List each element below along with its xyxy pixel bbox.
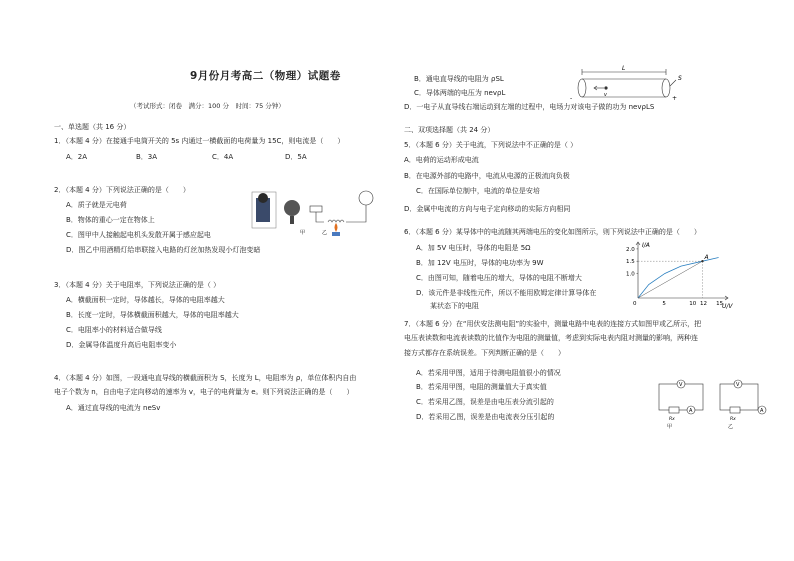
reference-line [638,261,703,298]
q2-figure [250,188,380,238]
q7-stem-line1: 7．（本题 6 分）在“用伏安法测电阻”的实验中，测量电路中电表的连接方式如图甲或乙所示，把 [404,320,702,328]
q2-stem: 2．（本题 4 分）下列说法正确的是（ ） [54,186,190,194]
person-head [258,193,268,203]
q1-stem: 1．（本题 4 分）在接通手电筒开关的 5s 内通过一横截面的电荷量为 15C，则电流是（ ） [54,137,345,145]
q7-option-a[interactable]: A．若采用甲图，适用于待测电阻值很小的情况 [416,369,561,377]
q3-option-b[interactable]: B．长度一定时，导体横截面积越大，导体的电阻率越大 [66,311,239,319]
q2-option-c[interactable]: C．图甲中人接触起电机头发散开属于感应起电 [66,231,211,239]
generator-stand [290,216,294,224]
q4-option-a[interactable]: A．通过直导线的电流为 neSv [66,404,161,412]
y-axis-label: I/A [642,242,650,249]
charge-sign-left: - [570,95,573,102]
x-tick-label-2: 10 [689,301,697,307]
y-tick-label-2: 2.0 [626,246,635,253]
y-tick-label-0: 1.0 [626,271,635,278]
lamp-icon [310,191,373,222]
q7-stem-line2: 电压表读数和电流表读数的比值作为电阻的测量值，考虑到实际电表内阻对测量的影响，两种连 [404,334,698,342]
figure-label-yi: 乙 [322,230,328,236]
iu-chart [620,238,750,308]
q7-option-c[interactable]: C．若采用乙图，误差是由电压表分流引起的 [416,398,554,406]
x-tick-label-0: 0 [633,301,637,307]
q4-stem-line1: 4．（本题 4 分）如图，一段通电直导线的横截面积为 S，长度为 L，电阻率为 ρ，单位体积内自由 [54,374,357,382]
q7-circuit-jia [655,378,710,428]
q4-option-c[interactable]: C．导体两端的电压为 nevρL [414,89,506,97]
q3-option-d[interactable]: D．金属导体温度升高后电阻率变小 [66,341,177,349]
q2-option-d[interactable]: D．图乙中用酒精灯给串联接入电路的灯丝加热发现小灯泡变暗 [66,246,261,254]
q3-option-c[interactable]: C．电阻率小的材料适合做导线 [66,326,162,334]
x-tick-label-1: 5 [662,301,666,307]
electron-dot [604,86,607,89]
q7-option-b[interactable]: B．若采用甲图，电阻的测量值大于真实值 [416,383,547,391]
q5-option-a[interactable]: A．电荷的运动形成电流 [404,156,479,164]
q1-option-d[interactable]: D．5A [285,153,307,161]
circuit-label-yi: 乙 [728,424,734,430]
flame-icon [335,223,338,232]
area-label: S [678,75,682,82]
charge-sign-right: + [672,95,678,102]
x-tick-label-4: 15 [716,301,724,307]
voltmeter-label-jia: V [679,382,683,388]
resistor-label-jia: Rx [669,417,675,422]
q5-option-d[interactable]: D．金属中电流的方向与电子定向移动的实际方向相同 [404,205,571,213]
series-line-0 [638,258,719,299]
q1-option-a[interactable]: A．2A [66,153,88,161]
y-tick-label-1: 1.5 [626,259,635,266]
resistor-label-yi: Rx [730,417,736,422]
generator-dome [284,200,300,216]
point-label: A [704,254,709,262]
q6-stem: 6．（本题 6 分）某导体中的电流随其两端电压的变化如图所示，则下列说法中正确的是（ ） [404,228,701,236]
page-title: 9月份月考高二（物理）试题卷 [190,70,341,82]
x-axis-label: U/V [722,303,733,310]
ammeter-label-jia: A [689,408,693,414]
alcohol-lamp [332,232,340,236]
x-tick-label-3: 12 [700,301,707,307]
q5-option-b[interactable]: B．在电源外部的电路中，电流从电源的正极流向负极 [404,172,570,180]
velocity-label: v [604,92,607,98]
q6-option-a[interactable]: A．加 5V 电压时，导体的电阻是 5Ω [416,244,531,252]
voltmeter-label-yi: V [736,382,740,388]
q4-option-b[interactable]: B．通电直导线的电阻为 ρSL [414,75,504,83]
q6-option-d-cont: 某状态下的电阻 [416,302,479,310]
section-single-choice: 一、单选题（共 16 分） [54,123,131,131]
q7-option-d[interactable]: D．若采用乙图，误差是由电流表分压引起的 [416,413,555,421]
circuit-label-jia: 甲 [667,424,673,430]
q3-stem: 3．（本题 4 分）关于电阻率，下列说法正确的是（ ） [54,281,221,289]
figure-label-jia: 甲 [300,230,306,236]
q1-option-c[interactable]: C．4A [212,153,234,161]
exam-meta: （考试形式：闭卷 满分：100 分 时间：75 分钟） [130,102,285,110]
q2-option-a[interactable]: A．质子就是元电荷 [66,201,127,209]
ammeter-label-yi: A [760,408,764,414]
section-double-choice: 二、双项选择题（共 24 分） [404,126,495,134]
q5-option-c[interactable]: C．在国际单位制中，电流的单位是安培 [416,187,540,195]
q4-wire-figure [570,64,690,104]
point-a [701,260,703,262]
q3-option-a[interactable]: A．横截面积一定时，导体越长，导体的电阻率越大 [66,296,225,304]
q6-option-b[interactable]: B．加 12V 电压时，导体的电功率为 9W [416,259,544,267]
q4-option-d[interactable]: D．一电子从直导线右端运动到左端的过程中，电场力对该电子做的功为 nevρLS [404,103,655,111]
length-label: L [622,65,626,72]
q4-stem-line2: 电子个数为 n，自由电子定向移动的速率为 v，电子的电荷量为 e。则下列说法正确的是（ ） [54,388,354,396]
q2-option-b[interactable]: B．物体的重心一定在物体上 [66,216,155,224]
q1-option-b[interactable]: B．3A [136,153,158,161]
q7-circuit-yi [716,378,771,428]
q6-option-d[interactable]: D．该元件是非线性元件，所以不能用欧姆定律计算导体在 [416,289,597,297]
q7-stem-line3: 接方式都存在系统误差。下列判断正确的是（ ） [404,349,565,357]
q5-stem: 5．（本题 6 分）关于电流，下列说法中不正确的是（ ） [404,141,578,149]
q6-option-c[interactable]: C．由图可知，随着电压的增大，导体的电阻不断增大 [416,274,582,282]
